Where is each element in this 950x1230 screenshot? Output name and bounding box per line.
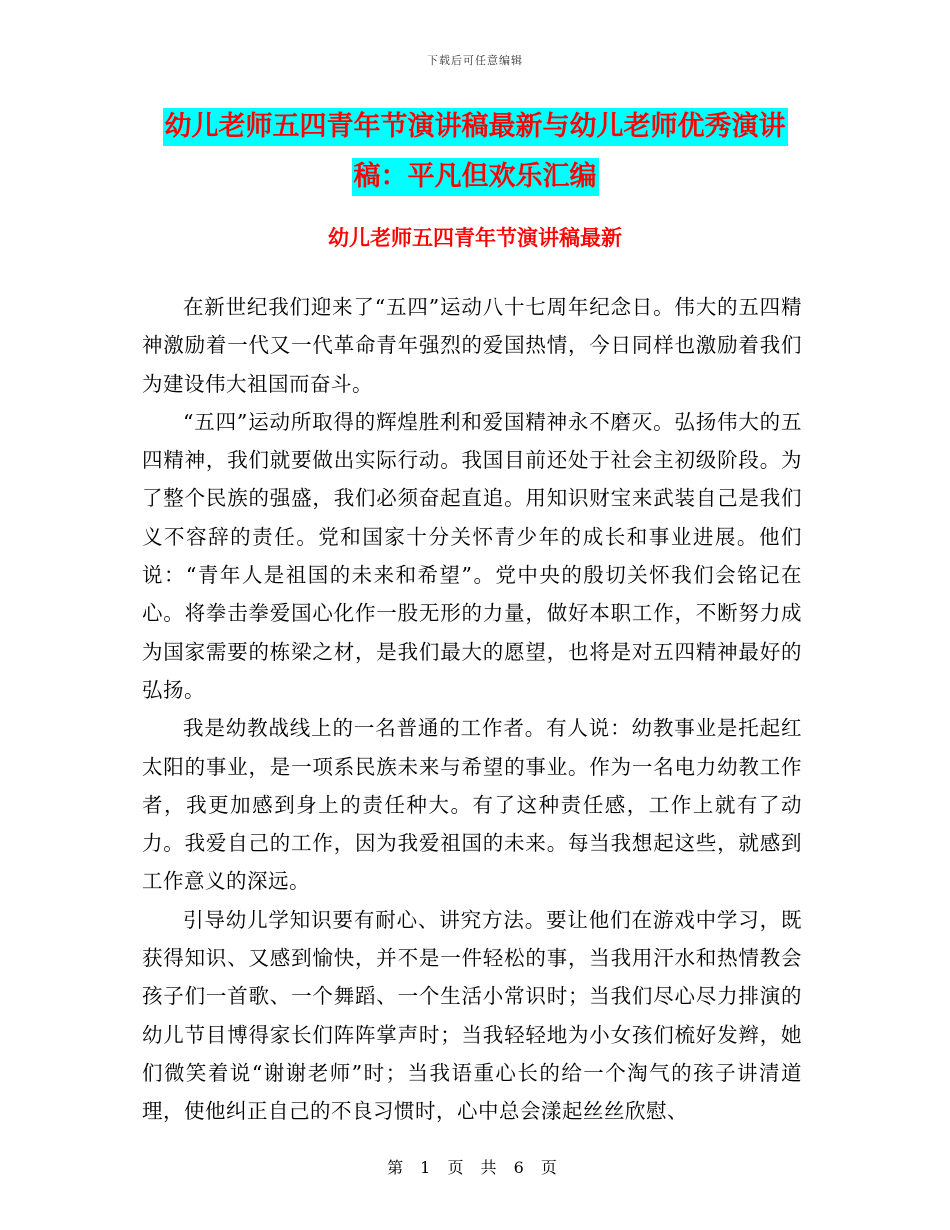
body-text (142, 288, 802, 1131)
paragraph-2: “五四”运动所取得的辉煌胜利和爱国精神永不磨灭。弘扬伟大的五四精神，我们就要做出实际行动。我国目前还处于社会主初级阶段。为了整个民族的强盛，我们必须奋起直追。用知识财宝来武装自己是我们义不容辞的责任。党和国家十分关怀青少年的成长和事业进展。他们说：“青年人是祖国的未来和希望”。党中央的殷切关怀我们会铭记在心。将拳击拳爱国心化作一股无形的力量，做好本职工作，不断努力成为国家需要的栋梁之材，是我们最大的愿望，也将是对五四精神最好的弘扬。 (142, 409, 802, 702)
paragraph-3: 我是幼教战线上的一名普通的工作者。有人说：幼教事业是托起红太阳的事业，是一项系民族未来与希望的事业。作为一名电力幼教工作者，我更加感到身上的责任种大。有了这种责任感，工作上就有了动力。我爱自己的工作，因为我爱祖国的未来。每当我想起这些，就感到工作意义的深远。 (142, 716, 802, 894)
title-line-1: 幼儿老师五四青年节演讲稿最新与幼儿老师优秀演讲 (163, 108, 788, 146)
header-note: 下载后可任意编辑 (427, 54, 523, 67)
title-line-2: 稿：平凡但欢乐汇编 (352, 158, 599, 196)
section-title: 幼儿老师五四青年节演讲稿最新 (328, 226, 622, 250)
document-title (150, 108, 800, 208)
paragraph-4: 引导幼儿学知识要有耐心、讲究方法。要让他们在游戏中学习，既获得知识、又感到愉快，并不是一件轻松的事，当我用汗水和热情教会孩子们一首歌、一个舞蹈、一个生活小常识时；当我们尽心尽力排演的幼儿节目博得家长们阵阵掌声时；当我轻轻地为小女孩们梳好发辫，她们微笑着说“谢谢老师”时；当我语重心长的给一个淘气的孩子讲清道理，使他纠正自己的不良习惯时，心中总会漾起丝丝欣慰、 (142, 907, 802, 1124)
paragraph-1: 在新世纪我们迎来了“五四”运动八十七周年纪念日。伟大的五四精神激励着一代又一代革命青年强烈的爱国热情，今日同样也激励着我们为建设伟大祖国而奋斗。 (142, 295, 802, 396)
page-number-footer: 第 1 页 共 6 页 (387, 1158, 563, 1177)
